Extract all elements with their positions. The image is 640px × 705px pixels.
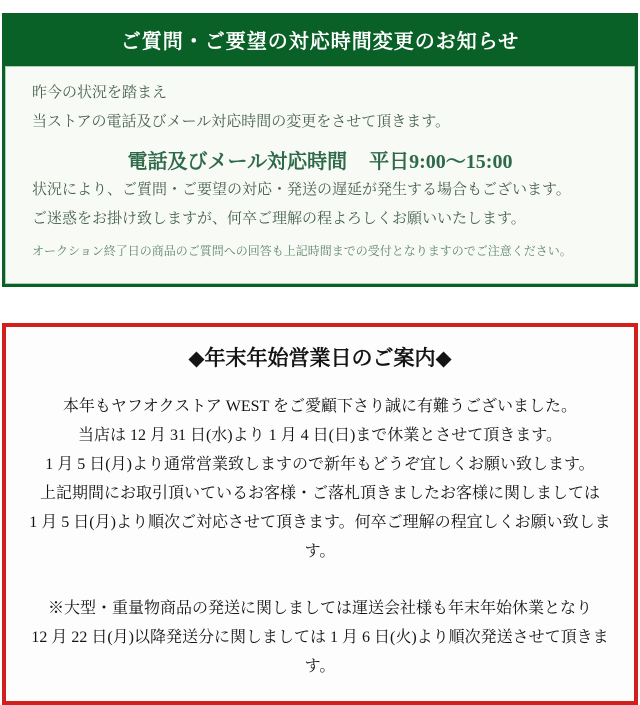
notice-line: 当ストアの電話及びメール対応時間の変更をさせて頂きます。 xyxy=(32,114,451,130)
notice-line: 昨今の状況を踏まえ xyxy=(32,85,168,101)
holiday-notice-body xyxy=(16,392,624,681)
support-hours-notice-title: ご質問・ご要望の対応時間変更のお知らせ xyxy=(120,31,520,53)
auction-deadline-footnote: オークション終了日の商品のご質問への回答も上記時間までの受付となりますのでご注意ください。 xyxy=(32,244,572,258)
holiday-schedule-notice-panel xyxy=(2,323,638,705)
support-notice-paragraph-2 xyxy=(32,176,608,234)
notice-line: 本年もヤフオクストア WEST をご愛顧下さり誠に有難うございました。 xyxy=(62,398,578,415)
support-hours-notice-body xyxy=(2,66,638,287)
support-notice-paragraph-1 xyxy=(32,79,608,137)
support-hours-label: 電話及びメール対応時間 xyxy=(127,151,348,173)
notice-line: 状況により、ご質問・ご要望の対応・発送の遅延が発生する場合もございます。 xyxy=(32,182,571,198)
holiday-notice-title: ◆年末年始営業日のご案内◆ xyxy=(188,346,452,370)
support-hours-notice-panel xyxy=(2,13,638,287)
notice-line: 1 月 5 日(月)より順次ご対応させて頂きます。何卒ご理解の程宜しくお願い致します。 xyxy=(29,514,611,560)
notice-line: 当店は 12 月 31 日(水)より 1 月 4 日(日)まで休業とさせて頂きます。 xyxy=(77,427,563,444)
support-hours-notice-header xyxy=(2,13,638,66)
shipping-note-line: ※大型・重量物商品の発送に関しましては運送会社様も年末年始休業となり xyxy=(47,600,592,617)
notice-line: ご迷惑をお掛け致しますが、何卒ご理解の程よろしくお願いいたします。 xyxy=(32,211,526,227)
spacer xyxy=(16,566,624,594)
support-hours-value: 平日9:00～15:00 xyxy=(369,151,513,173)
notice-line: 上記期間にお取引頂いているお客様・ご落札頂きましたお客様に関しましては xyxy=(39,485,600,502)
notice-line: 1 月 5 日(月)より通常営業致しますので新年もどうぞ宜しくお願い致します。 xyxy=(45,456,595,473)
shipping-note-line: 12 月 22 日(月)以降発送分に関しましては 1 月 6 日(火)より順次発送させて頂きます。 xyxy=(31,629,609,675)
support-hours-line xyxy=(32,148,608,176)
